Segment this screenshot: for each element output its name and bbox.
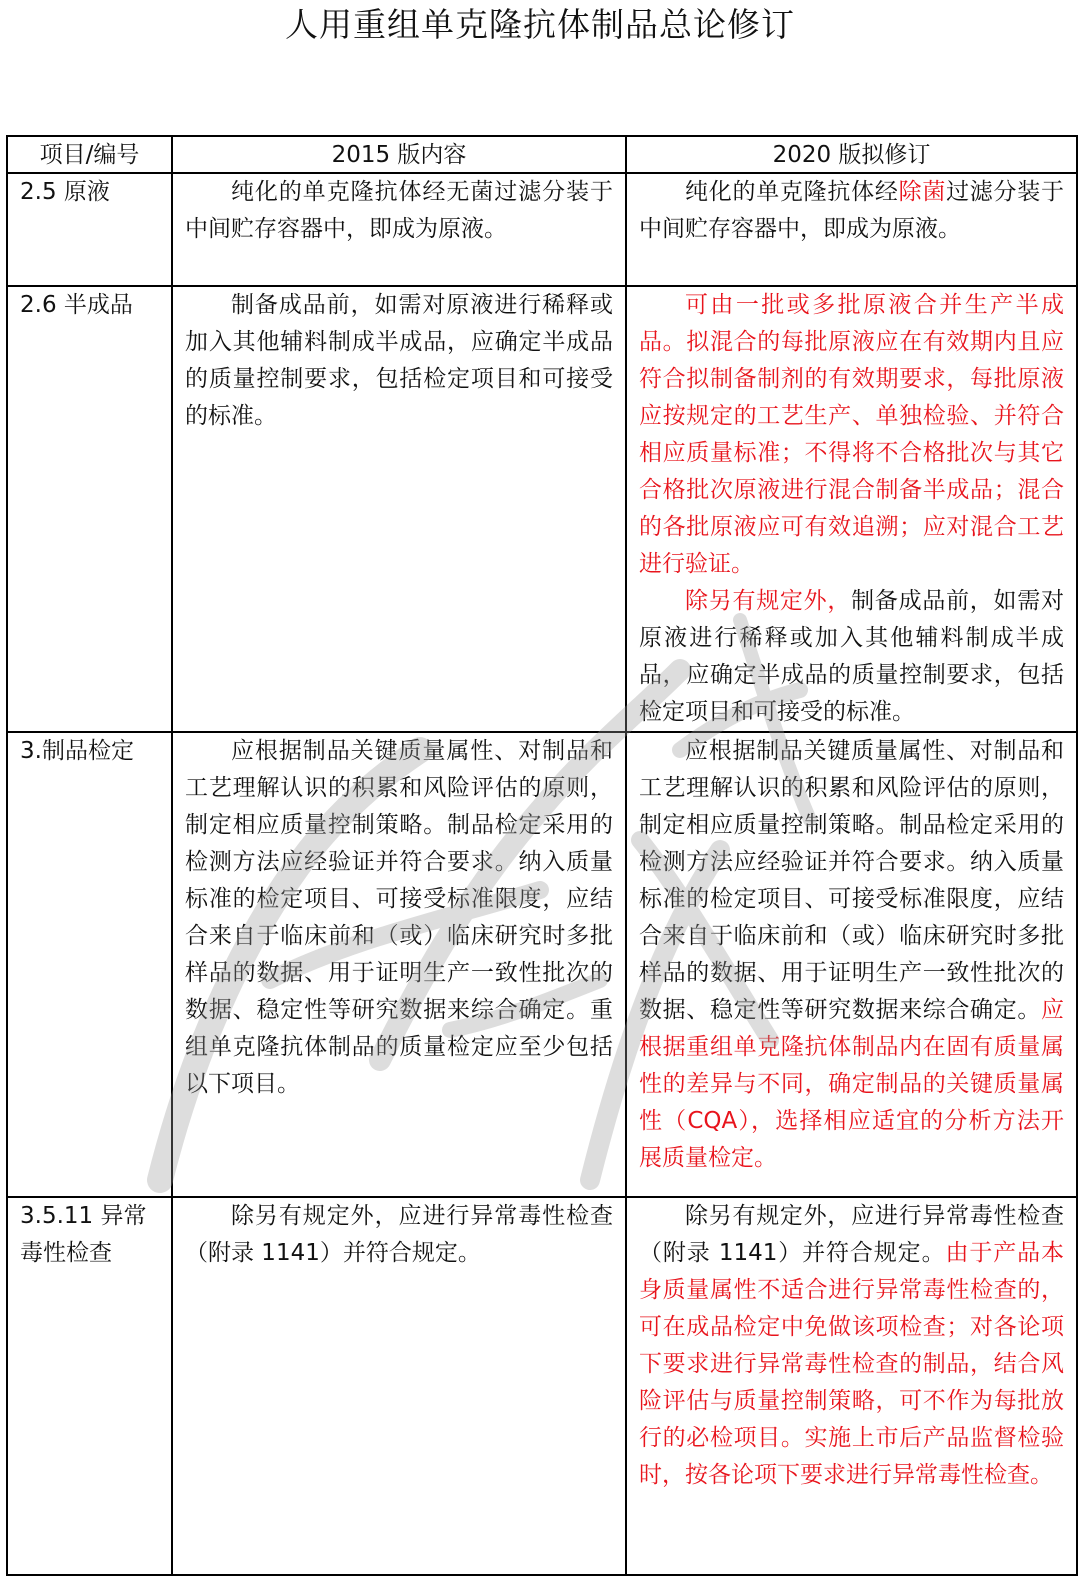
header-2020: 2020 版拟修订	[626, 136, 1077, 173]
old-content-cell	[172, 732, 626, 1197]
item-label: 2.5 原液	[20, 179, 110, 205]
new-text: 应根据制品关键质量属性、对制品和工艺理解认识的积累和风险评估的原则，制定相应质量控制策略。制品检定采用的检测方法应经验证并符合要求。纳入质量标准的检定项目、可接受标准限度，应结合来自于临床前和（或）临床研究时多批样品的数据、用于证明生产一致性批次的数据、稳定性等研究数据来综合确定。	[639, 738, 1064, 1023]
header-item: 项目/编号	[7, 136, 172, 173]
page-title: 人用重组单克隆抗体制品总论修订	[285, 5, 795, 44]
new-text: 过滤分装于中间贮存容器中，即成为原液。	[639, 179, 1065, 242]
table-row	[7, 1197, 1077, 1575]
item-cell	[7, 1197, 172, 1575]
new-content-cell	[626, 732, 1077, 1197]
new-content-cell	[626, 173, 1077, 286]
new-text-revised: 除另有规定外，	[685, 588, 852, 614]
new-content-cell	[626, 286, 1077, 732]
item-cell	[7, 286, 172, 732]
new-text-revised: 可由一批或多批原液合并生产半成品。拟混合的每批原液应在有效期内且应符合拟制备制剂的有效期要求，每批原液应按规定的工艺生产、单独检验、并符合相应质量标准；不得将不合格批次与其它合格批次原液进行混合制备半成品；混合的各批原液应可有效追溯；应对混合工艺进行验证。	[639, 292, 1064, 577]
new-text-revised: 应根据重组单克隆抗体制品内在固有质量属性的差异与不同，确定制品的关键质量属性（CQA），选择相应适宜的分析方法开展质量检定。	[639, 997, 1064, 1171]
item-label: 3.制品检定	[20, 738, 134, 764]
header-row	[7, 136, 1077, 173]
header-2015: 2015 版内容	[172, 136, 626, 173]
old-content: 制备成品前，如需对原液进行稀释或加入其他辅料制成半成品，应确定半成品的质量控制要求，包括检定项目和可接受的标准。	[185, 292, 613, 429]
old-content: 除另有规定外，应进行异常毒性检查（附录 1141）并符合规定。	[185, 1203, 613, 1266]
item-label: 2.6 半成品	[20, 292, 133, 318]
old-content: 应根据制品关键质量属性、对制品和工艺理解认识的积累和风险评估的原则，制定相应质量控制策略。制品检定采用的检测方法应经验证并符合要求。纳入质量标准的检定项目、可接受标准限度，应结合来自于临床前和（或）临床研究时多批样品的数据、用于证明生产一致性批次的数据、稳定性等研究数据来综合确定。重组单克隆抗体制品的质量检定应至少包括以下项目。	[185, 738, 613, 1097]
table-row	[7, 732, 1077, 1197]
table-row	[7, 286, 1077, 732]
new-content	[639, 733, 1064, 1177]
new-text-revised: 由于产品本身质量属性不适合进行异常毒性检查的，可在成品检定中免做该项检查；对各论项下要求进行异常毒性检查的制品，结合风险评估与质量控制策略，可不作为每批放行的必检项目。实施上市后产品监督检验时，按各论项下要求进行异常毒性检查。	[639, 1240, 1064, 1488]
old-content-cell	[172, 286, 626, 732]
revision-table	[6, 135, 1078, 1576]
new-content	[639, 1198, 1064, 1494]
item-cell	[7, 173, 172, 286]
old-content-cell	[172, 173, 626, 286]
new-content-cell	[626, 1197, 1077, 1575]
new-content	[639, 174, 1064, 248]
new-text: 制备成品前，如需对原液进行稀释或加入其他辅料制成半成品，应确定半成品的质量控制要求，包括检定项目和可接受的标准。	[639, 588, 1065, 725]
new-text-revised: 除菌	[898, 179, 947, 205]
old-content-cell	[172, 1197, 626, 1575]
table-row	[7, 173, 1077, 286]
old-content: 纯化的单克隆抗体经无菌过滤分装于中间贮存容器中，即成为原液。	[185, 179, 613, 242]
item-label: 3.5.11 异常毒性检查	[20, 1203, 147, 1266]
item-cell	[7, 732, 172, 1197]
new-text: 除另有规定外，应进行异常毒性检查（附录 1141）并符合规定。	[639, 1203, 1064, 1266]
new-content	[639, 583, 1064, 731]
new-text: 纯化的单克隆抗体经	[685, 179, 899, 205]
